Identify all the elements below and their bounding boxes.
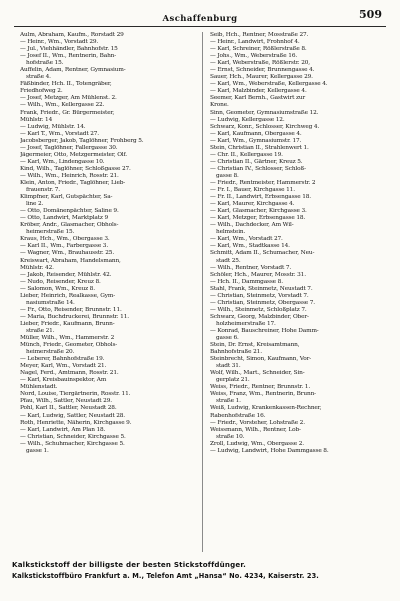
directory-entry-line: — Karl, Kreisbauinspektor, Am — [20, 377, 107, 384]
directory-entry-line: — Karl, Ludwig, Sattler, Neustadt 28. — [20, 412, 125, 419]
directory-entry-line: frauenstr. 7. — [26, 187, 60, 194]
directory-entry-line: Klimpfner, Karl, Gutspächter, Sa- — [20, 194, 113, 201]
directory-entry-line: Münch, Friedr., Geometer, Obhols- — [20, 342, 118, 349]
directory-entry-line: — Wilh., Wm., Heinrich, Rosstr. 21. — [20, 172, 119, 179]
directory-entry-line: — Heinr., Landwirt, Frohnhof 4. — [210, 39, 300, 46]
directory-entry-line: — Josef, Taglöhner, Fallergasse 30. — [20, 144, 118, 151]
advertisement — [12, 560, 388, 590]
directory-entry-line: Seib, Hch., Rentner, Mosstraße 27. — [210, 32, 309, 38]
directory-entry-line: — Karl T., Wm., Vorstadt 27. — [20, 130, 99, 137]
directory-entry-line: — Karl, Glasmacher, Kirchgasse 3. — [210, 208, 307, 215]
directory-entry-line: gasse 8. — [216, 172, 239, 179]
directory-entry-line: — Wilh., Wm., Kellergasse 22. — [20, 102, 105, 109]
directory-entry-line: — Maria, Buchdruckerei, Brunnstr. 11. — [20, 313, 129, 320]
directory-entry-line: Schöler, Hch., Maurer, Mosstr. 31. — [210, 271, 306, 278]
directory-entry-line: Meyer, Karl, Wm., Vorstadt 21. — [20, 363, 107, 370]
directory-entry-line: Kind, Wilh., Taglöhner, Schloßgasse 27. — [20, 165, 131, 172]
page-title: Aschaffenburg — [162, 14, 238, 24]
directory-entry-line: Weiss, Franz, Wm., Rentnerin, Brunn- — [210, 391, 316, 398]
directory-entry-line: — Wilh., Schuhmacher, Kirchgasse 5. — [20, 440, 125, 447]
directory-entry-line: Mühlstr. 42. — [20, 264, 54, 271]
directory-entry-line: — Ludwig, Kellergasse 12. — [210, 116, 285, 123]
directory-entry-line: Bahnhofstraße 21. — [210, 349, 262, 356]
directory-entry-line: heimerstraße 15. — [26, 229, 75, 236]
directory-entry-line: — Karl, Kaufmann, Obergasse 4. — [210, 130, 302, 137]
directory-entry-line: Lieber, Friedr., Kaufmann, Brunn- — [20, 320, 115, 327]
directory-entry-line: — Friedr., Rentmeister, Hammerstr. 2 — [210, 179, 316, 186]
directory-entry-line: nasiumstraße 14. — [26, 299, 75, 306]
directory-entry-line: stadt 31. — [216, 363, 241, 370]
directory-entry-line: Rabenhofstraße 16. — [210, 412, 266, 419]
directory-entry-line: Wolf, Wilh., Mart., Schneider, Sin- — [210, 370, 305, 377]
directory-entry-line: — Leberer, Bahnhofstraße 19. — [20, 356, 105, 363]
directory-entry-line: — Chr. II., Kellergasse 19. — [210, 151, 283, 158]
directory-entry-line: Pohl, Karl II., Sattler, Neustadt 28. — [20, 405, 117, 412]
directory-entry-line: Nord, Louise, Tiergärtnerin, Rosstr. 11. — [20, 391, 131, 398]
directory-entry-line: Weiss, Friedr., Rentner, Brunnstr. 1. — [210, 384, 311, 391]
directory-entry-line: — Jakob, Reisender, Mühlstr. 42. — [20, 271, 112, 278]
directory-entry-line: Mühlenstadt. — [20, 384, 58, 391]
directory-entry-line: — Karl, Maurer, Kirchgasse 4. — [210, 201, 295, 208]
column-divider — [202, 32, 203, 552]
directory-entry-line: Roth, Henriette, Näherin, Kirchgasse 9. — [20, 419, 132, 426]
directory-entry-line: Frank, Friedr., Gr. Bürgermeister, — [20, 109, 115, 116]
directory-entry-line: Weiß, Ludwig, Krankenkassen-Rechner, — [210, 405, 322, 412]
directory-entry-line: Weissmann, Wilh., Rentner, Lob- — [210, 426, 301, 433]
directory-entry-line: — Christian, Steinmetz, Obergasse 7. — [210, 299, 315, 306]
directory-entry-line: — Ludwig, Landwirt, Hohe Dammgasse 8. — [210, 447, 329, 454]
directory-entry-line: — Josef II., Wm., Rentnerin, Bahn- — [20, 53, 117, 60]
directory-entry-line: Schwarz, Georg, Malzbinder, Ober- — [210, 313, 309, 320]
directory-entry-line: Sauer, Hch., Maurer, Kellergasse 29. — [210, 74, 313, 81]
directory-entry-line: Fäßbinder, Hch. II., Totengräber, — [20, 81, 112, 88]
directory-entry-line: Auffelin, Adam, Rentner, Gymnasium- — [20, 67, 126, 74]
directory-entry-line: Klein, Anton, Friedr., Taglöhner, Lieb- — [20, 179, 126, 186]
directory-entry-line: straße 1. — [216, 398, 241, 405]
directory-entry-line: — Josef, Metzger, Am Mühlenst. 2. — [20, 95, 117, 102]
directory-entry-line: — Karl, Malzbinder, Kellergasse 4. — [210, 88, 307, 95]
directory-entry-line: Kraus, Hch., Wm., Obergasse 3. — [20, 236, 110, 243]
directory-entry-line: — Ernst, Schneider, Brunnengasse 4. — [210, 67, 315, 74]
directory-entry-line: — Karl, Wm., Weberstraße, Kellergasse 4. — [210, 81, 328, 88]
directory-entry-line: hofstraße 15. — [26, 60, 64, 67]
directory-entry-line: — Hch. II., Dammgasse 8. — [210, 278, 283, 285]
directory-entry-line: gasse 6. — [216, 335, 239, 342]
directory-entry-line: — Karl, Wm., Lindengasse 10. — [20, 158, 105, 165]
directory-entry-line: gasse 1. — [26, 447, 49, 454]
directory-entry-line: — Salomon, Wm., Kreuz 8. — [20, 285, 95, 292]
directory-entry-line: — Wilh., Steinmetz, Schloßplatz 7. — [210, 306, 307, 313]
directory-entry-line: — Johs., Wm., Weberstraße 16. — [210, 53, 298, 60]
advertisement-address: Kalkstickstoffbüro Frankfurt a. M., Telefon Amt „Hansa“ No. 4234, Kaiserstr. 23. — [12, 572, 319, 580]
directory-entry-line: stadt 25. — [216, 257, 241, 264]
directory-entry-line: Mühlstr. 14 — [20, 116, 53, 123]
directory-entry-line: Friedhofweg 2. — [20, 88, 63, 95]
directory-entry-line: Pfau, Wilh., Sattler, Neustadt 29. — [20, 398, 112, 405]
directory-entry-line: — Karl, Wm., Stadtkasse 14. — [210, 243, 290, 250]
directory-entry-line: — Konrad, Bauschreiner, Hohe Damm- — [210, 327, 319, 334]
left-column — [20, 32, 198, 552]
directory-entry-line: — Karl, Landwirt, Am Plan 18. — [20, 426, 106, 433]
directory-entry-line: Krone. — [210, 102, 229, 109]
right-column — [210, 32, 388, 552]
header-rule — [14, 26, 386, 27]
directory-entry-line: — Jul., Viehhändler, Bahnhofstr. 15 — [20, 46, 118, 53]
directory-entry-line: gerplatz 21. — [216, 377, 250, 384]
directory-entry-line: — Friedr., Vorsteher, Lohstraße 2. — [210, 419, 305, 426]
directory-entry-line: Schmitt, Adam II., Schumacher, Neu- — [210, 250, 315, 257]
directory-entry-line: — Fr. II., Landwirt, Erbsengasse 18. — [210, 194, 312, 201]
directory-entry-line: Zroll, Ludwig, Wm., Obergasse 2. — [210, 440, 304, 447]
directory-entry-line: — Otto, Landwirt, Marktplatz 9 — [20, 215, 109, 222]
directory-entry-line: — Christian II., Gärtner, Kreuz 5. — [210, 158, 303, 165]
directory-entry-line: Lieber, Heinrich, Realkasse, Gym- — [20, 292, 116, 299]
directory-entry-line: heimerstraße 20. — [26, 349, 75, 356]
directory-entry-line: Müller, Wilh., Wm., Hammerstr. 2 — [20, 335, 115, 342]
directory-entry-line: — Wilh., Rentner, Vorstadt 7. — [210, 264, 292, 271]
directory-entry-line: — Karl, Wm., Vorstadt 27. — [210, 236, 283, 243]
directory-entry-line: Steinbrecht, Simon, Kaufmann, Vor- — [210, 356, 312, 363]
directory-entry-line: — Fr. I., Bauer, Kirchgasse 11. — [210, 187, 295, 194]
directory-entry-line: Stein, Dr. Ernst, Kreisamtmann, — [210, 342, 300, 349]
directory-entry-line: — Christian IV., Schlosser, Schloß- — [210, 165, 306, 172]
directory-entry-line: — Wilh., Dachdecker, Am Wil- — [210, 222, 294, 229]
directory-entry-line: Kreiswart, Abraham, Handelsmann, — [20, 257, 121, 264]
directory-entry-line: — Karl, Metzger, Erbsengasse 18. — [210, 215, 306, 222]
directory-entry-line: Stein, Christian II., Strahlenwert 1. — [210, 144, 309, 151]
directory-entry-line: — Karl, Wm., Gymnasiumstr. 17. — [210, 137, 302, 144]
directory-entry-line: straße 4. — [26, 74, 51, 81]
directory-entry-line: straße 21. — [26, 327, 55, 334]
directory-entry-line: holzheimerstraße 17. — [216, 320, 276, 327]
directory-entry-line: — Wagner, Wm., Brauhausstr. 25. — [20, 250, 115, 257]
directory-entry-line: Jägermeier, Otto, Metzgermeister, Olf. — [20, 151, 127, 158]
directory-entry-line: Schwarz, Konr., Schlosser, Kirchweg 4. — [210, 123, 320, 130]
directory-entry-line: Kröber, Andr., Glasmacher, Obhols- — [20, 222, 119, 229]
directory-entry-line: Sinn, Geometer, Gymnasiumstraße 12. — [210, 109, 319, 116]
directory-entry-line: straße 10. — [216, 433, 245, 440]
directory-entry-line: — Otto, Domänenpächter, Saline 9. — [20, 208, 119, 215]
directory-entry-line: Stahl, Frank, Steinmetz, Neustadt 7. — [210, 285, 313, 292]
directory-entry-line: — Karl II., Wm., Farbergasse 3. — [20, 243, 109, 250]
directory-entry-line: — Ludwig, Mühlstr. 14. — [20, 123, 86, 130]
directory-entry-line: — Karl, Schreiner, Rößlerstraße 8. — [210, 46, 307, 53]
directory-entry-line: Aulm, Abraham, Kaufm., Rorstadt 29 — [20, 32, 124, 38]
directory-entry-line: Jacobsberger, Jakob, Taglöhner, Frohberg 5. — [20, 137, 144, 144]
directory-entry-line: — Heinr., Wm., Vorstadt 29. — [20, 39, 99, 46]
directory-entry-line: — Christian, Schneider, Kirchgasse 5. — [20, 433, 126, 440]
directory-entry-line: — Fr., Otto, Reisender, Brunnstr. 11. — [20, 306, 122, 313]
advertisement-headline: Kalkstickstoff der billigste der besten Stickstoffdünger. — [12, 560, 247, 569]
directory-entry-line: Nagel, Ferd., Amtmann, Rosstr. 21. — [20, 370, 119, 377]
directory-entry-line: line 2. — [26, 201, 44, 208]
directory-entry-line: — Christian, Steinmetz, Vorstadt 7. — [210, 292, 309, 299]
page-header — [12, 6, 388, 26]
page-number: 509 — [359, 8, 382, 21]
directory-entry-line: — Karl, Weberstraße, Rößlerstr. 20, — [210, 60, 310, 67]
directory-entry-line: — Nudo, Reisender, Kreuz 8. — [20, 278, 101, 285]
directory-entry-line: helmstein. — [216, 229, 246, 236]
directory-entry-line: Seemer, Karl Bernh., Gastwirt zur — [210, 95, 306, 102]
